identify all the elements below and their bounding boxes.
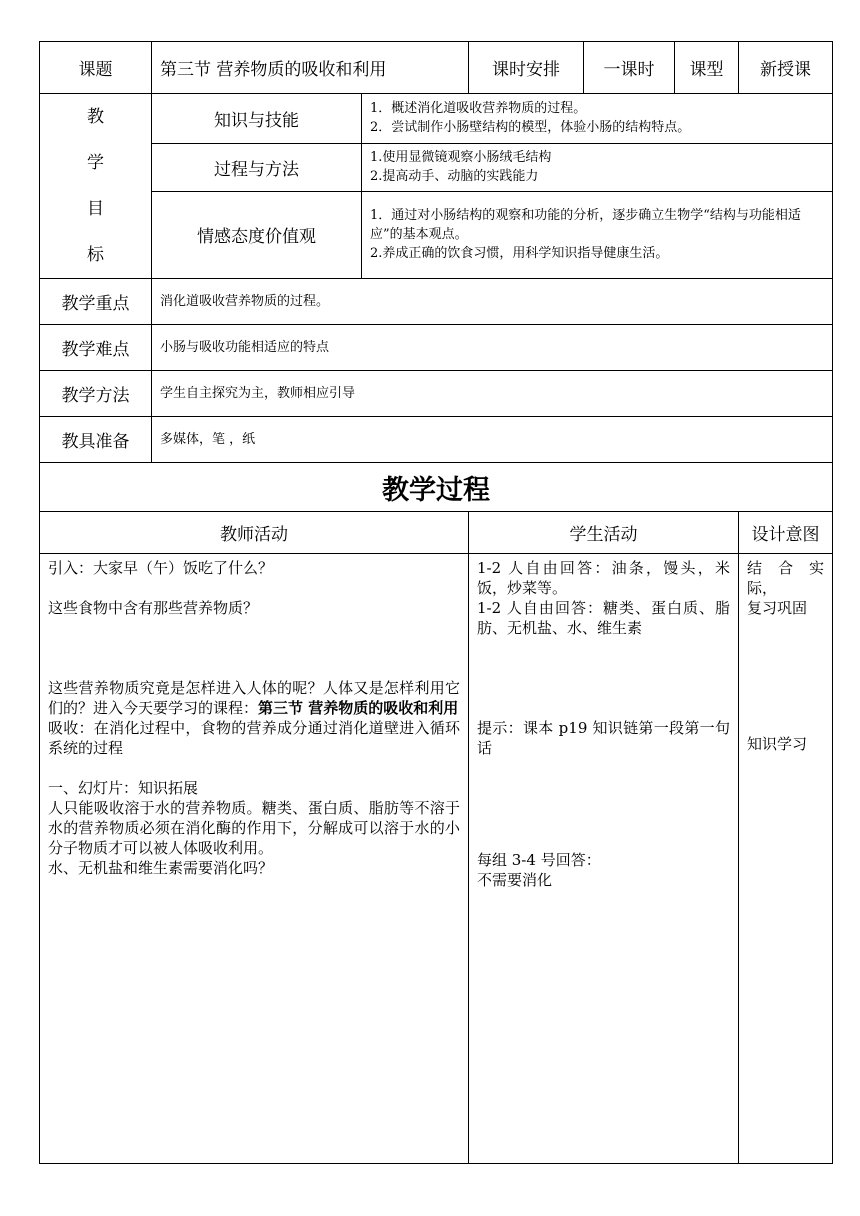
student-paragraph: 1-2 人自由回答：糖类、蛋白质、脂肪、无机盐、水、维生素 (477, 599, 730, 637)
type-label: 课型 (675, 42, 739, 94)
process-title: 教学过程 (40, 463, 833, 512)
student-paragraph: 不需要消化 (477, 871, 553, 889)
goal-name: 知识与技能 (152, 94, 362, 144)
teacher-paragraph: 人只能吸收溶于水的营养物质。糖类、蛋白质、脂肪等不溶于水的营养物质必须在消化酶的作用下，分解成可以溶于水的小分子物质才可以被人体吸收利用。 (48, 799, 460, 857)
focus-label: 教学重点 (40, 279, 152, 325)
teacher-column-header: 教师活动 (40, 512, 469, 554)
method-row (40, 371, 833, 417)
teacher-paragraph: 吸收：在消化过程中，食物的营养成分通过消化道壁进入循环系统的过程 (48, 719, 460, 757)
student-paragraph: 1-2 人自由回答：油条，馒头，米饭，炒菜等。 (477, 559, 730, 597)
schedule-value: 一课时 (584, 42, 675, 94)
materials-label: 教具准备 (40, 417, 152, 463)
goal-row-knowledge (40, 94, 833, 144)
goal-row-process (40, 143, 833, 191)
topic-value: 第三节 营养物质的吸收和利用 (152, 42, 469, 94)
goals-label-char: 标 (87, 245, 104, 265)
teacher-bold-title: 第三节 营养物质的吸收和利用 (258, 699, 459, 717)
type-value: 新授课 (739, 42, 833, 94)
method-label: 教学方法 (40, 371, 152, 417)
goal-line: 2.养成正确的饮食习惯，用科学知识指导健康生活。 (370, 246, 669, 262)
teacher-paragraph: 这些食物中含有那些营养物质？ (48, 599, 259, 617)
process-body-row (40, 554, 833, 1164)
intent-paragraph: 复习巩固 (747, 599, 808, 617)
teacher-paragraph: 水、无机盐和维生素需要消化吗？ (48, 859, 274, 877)
process-title-row (40, 463, 833, 512)
difficulty-row (40, 325, 833, 371)
method-value: 学生自主探究为主，教师相应引导 (152, 371, 833, 417)
goal-content (362, 94, 833, 144)
goal-line: 2.提高动手、动脑的实践能力 (370, 169, 539, 185)
header-row (40, 42, 833, 94)
teacher-activity (40, 554, 469, 1164)
goal-line: 2．尝试制作小肠壁结构的模型，体验小肠的结构特点。 (370, 120, 691, 136)
goal-line: 1.使用显微镜观察小肠绒毛结构 (370, 150, 552, 166)
goals-label-char: 教 (87, 107, 104, 127)
goal-line: 1．通过对小肠结构的观察和功能的分析，逐步确立生物学“结构与功能相适应”的基本观点。 (370, 208, 801, 243)
difficulty-label: 教学难点 (40, 325, 152, 371)
intent-paragraph: 知识学习 (747, 735, 808, 753)
student-paragraph: 每组 3-4 号回答： (477, 851, 601, 869)
lesson-plan-sheet (39, 41, 832, 1164)
goal-row-attitude (40, 191, 833, 278)
intent-column-header: 设计意图 (739, 512, 833, 554)
student-column-header: 学生活动 (469, 512, 739, 554)
teacher-paragraph: 一、幻灯片：知识拓展 (48, 779, 199, 797)
difficulty-value: 小肠与吸收功能相适应的特点 (152, 325, 833, 371)
schedule-label: 课时安排 (469, 42, 584, 94)
teacher-text: 这些营养物质究竟是怎样进入人体的呢？人体又是怎样利用它们的？进入今天要学习的课程： (48, 679, 460, 717)
materials-value: 多媒体，笔 ，纸 (152, 417, 833, 463)
student-paragraph: 提示：课本 p19 知识链第一段第一句话 (477, 719, 730, 757)
lesson-plan-table (39, 41, 833, 1164)
goal-name: 情感态度价值观 (152, 191, 362, 278)
goals-label (40, 94, 152, 279)
goal-content (362, 143, 833, 191)
intent-paragraph: 结 合 实际， (747, 559, 824, 597)
design-intent (739, 554, 833, 1164)
goal-content (362, 191, 833, 278)
goals-label-char: 目 (87, 199, 104, 219)
goal-name: 过程与方法 (152, 143, 362, 191)
process-header-row (40, 512, 833, 554)
teacher-paragraph: 引入：大家早（午）饭吃了什么？ (48, 559, 274, 577)
goals-label-char: 学 (87, 153, 104, 173)
goal-line: 1．概述消化道吸收营养物质的过程。 (370, 101, 587, 117)
materials-row (40, 417, 833, 463)
student-activity (469, 554, 739, 1164)
focus-value: 消化道吸收营养物质的过程。 (152, 279, 833, 325)
topic-label: 课题 (40, 42, 152, 94)
focus-row (40, 279, 833, 325)
teacher-paragraph (48, 678, 460, 718)
